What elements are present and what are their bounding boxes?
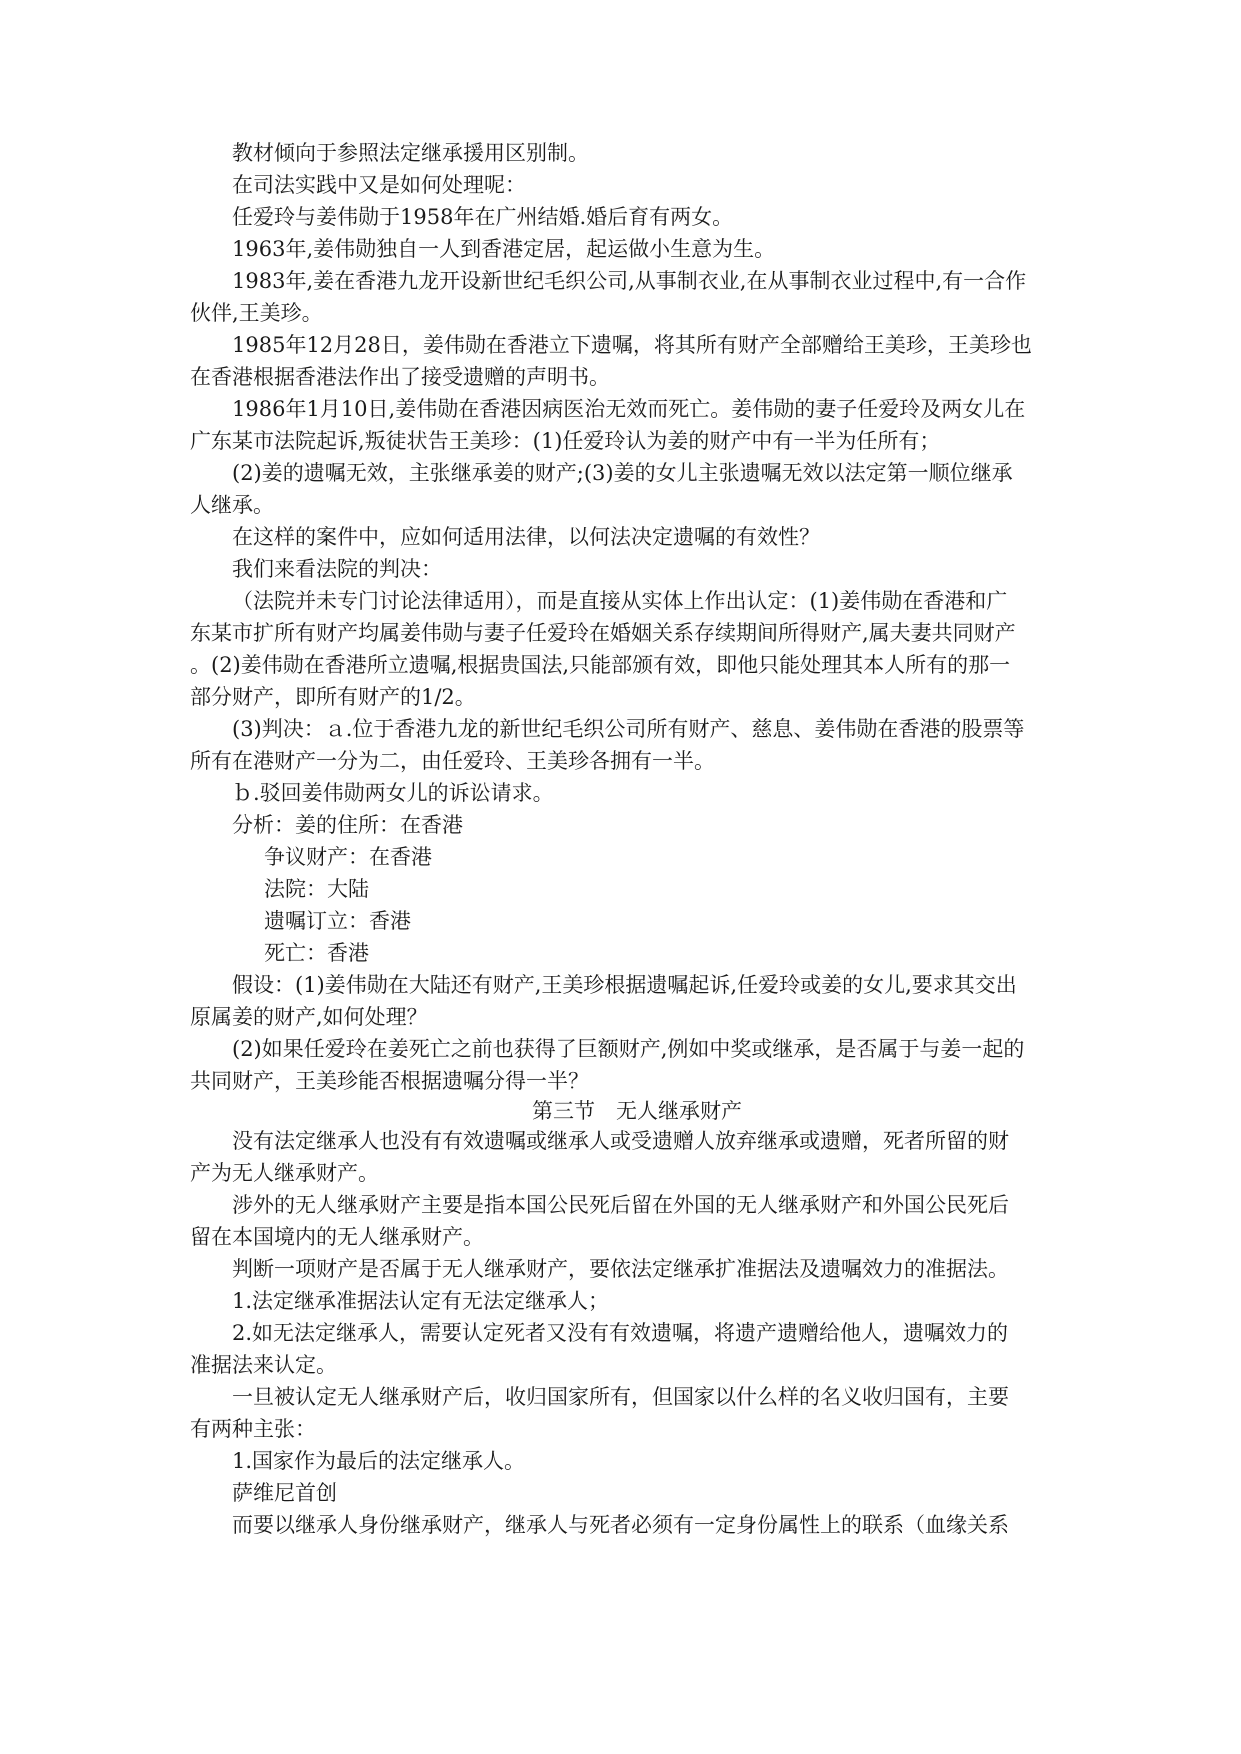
text-line: 1985年12月28日，姜伟勋在香港立下遗嘱，将其所有财产全部赠给王美珍，王美珍也 (232, 333, 1032, 357)
text-line: 所有在港财产一分为二，由任爱玲、王美珍各拥有一半。 (190, 749, 715, 773)
text-line: 1963年,姜伟勋独自一人到香港定居，起运做小生意为生。 (232, 237, 776, 261)
text-line: 准据法来认定。 (190, 1353, 337, 1377)
text-line: (3)判决：ａ.位于香港九龙的新世纪毛织公司所有财产、慈息、姜伟勋在香港的股票等 (232, 717, 1025, 741)
text-line: 2.如无法定继承人，需要认定死者又没有有效遗嘱，将遗产遗赠给他人，遗嘱效力的 (232, 1321, 1009, 1345)
text-line: 人继承。 (190, 493, 274, 517)
text-line: 萨维尼首创 (232, 1481, 337, 1505)
text-line: 共同财产，王美珍能否根据遗嘱分得一半？ (190, 1069, 589, 1093)
text-line: 1986年1月10日,姜伟勋在香港因病医治无效而死亡。姜伟勋的妻子任爱玲及两女儿在 (232, 397, 1026, 421)
text-line: 。(2)姜伟勋在香港所立遗嘱,根据贵国法,只能部颁有效，即他只能处理其本人所有的那一 (190, 653, 1011, 677)
text-line: 遗嘱订立：香港 (264, 909, 411, 933)
text-line: 1983年,姜在香港九龙开设新世纪毛织公司,从事制衣业,在从事制衣业过程中,有一合作 (232, 269, 1027, 293)
text-line: 原属姜的财产,如何处理？ (190, 1005, 428, 1029)
section-heading: 第三节 无人继承财产 (532, 1099, 742, 1123)
text-line: 而要以继承人身份继承财产，继承人与死者必须有一定身份属性上的联系（血缘关系 (232, 1513, 1009, 1537)
text-line: 部分财产，即所有财产的1/2。 (190, 685, 476, 709)
text-line: 有两种主张： (190, 1417, 316, 1441)
text-line: （法院并未专门讨论法律适用），而是直接从实体上作出认定：(1)姜伟勋在香港和广 (232, 589, 1008, 613)
text-line: 1.法定继承准据法认定有无法定继承人； (232, 1289, 610, 1313)
text-line: 留在本国境内的无人继承财产。 (190, 1225, 484, 1249)
text-line: 东某市扩所有财产均属姜伟勋与妻子任爱玲在婚姻关系存续期间所得财产,属夫妻共同财产 (190, 621, 1016, 645)
text-line: 没有法定继承人也没有有效遗嘱或继承人或受遗赠人放弃继承或遗赠，死者所留的财 (232, 1129, 1009, 1153)
text-line: 我们来看法院的判决： (232, 557, 442, 581)
text-line: (2)姜的遗嘱无效，主张继承姜的财产;(3)姜的女儿主张遗嘱无效以法定第一顺位继承 (232, 461, 1013, 485)
text-line: 1.国家作为最后的法定继承人。 (232, 1449, 526, 1473)
text-line: 在司法实践中又是如何处理呢： (232, 173, 526, 197)
text-line: 广东某市法院起诉,叛徒状告王美珍：(1)任爱玲认为姜的财产中有一半为任所有； (190, 429, 941, 453)
text-line: 在香港根据香港法作出了接受遗赠的声明书。 (190, 365, 610, 389)
text-line: 死亡：香港 (264, 941, 369, 965)
text-line: 在这样的案件中，应如何适用法律，以何法决定遗嘱的有效性？ (232, 525, 820, 549)
text-line: 分析：姜的住所：在香港 (232, 813, 463, 837)
text-line: 涉外的无人继承财产主要是指本国公民死后留在外国的无人继承财产和外国公民死后 (232, 1193, 1009, 1217)
text-line: 判断一项财产是否属于无人继承财产，要依法定继承扩准据法及遗嘱效力的准据法。 (232, 1257, 1009, 1281)
text-line: 一旦被认定无人继承财产后，收归国家所有，但国家以什么样的名义收归国有，主要 (232, 1385, 1009, 1409)
text-line: 争议财产：在香港 (264, 845, 432, 869)
text-line: (2)如果任爱玲在姜死亡之前也获得了巨额财产,例如中奖或继承，是否属于与姜一起的 (232, 1037, 1025, 1061)
text-line: 产为无人继承财产。 (190, 1161, 379, 1185)
text-line: 伙伴,王美珍。 (190, 301, 323, 325)
text-line: 假设：(1)姜伟勋在大陆还有财产,王美珍根据遗嘱起诉,任爱玲或姜的女儿,要求其交出 (232, 973, 1017, 997)
text-line: 法院：大陆 (264, 877, 369, 901)
text-line: 教材倾向于参照法定继承援用区别制。 (232, 141, 589, 165)
text-line: 任爱玲与姜伟勋于1958年在广州结婚.婚后育有两女。 (232, 205, 734, 229)
text-line: ｂ.驳回姜伟勋两女儿的诉讼请求。 (232, 781, 554, 805)
